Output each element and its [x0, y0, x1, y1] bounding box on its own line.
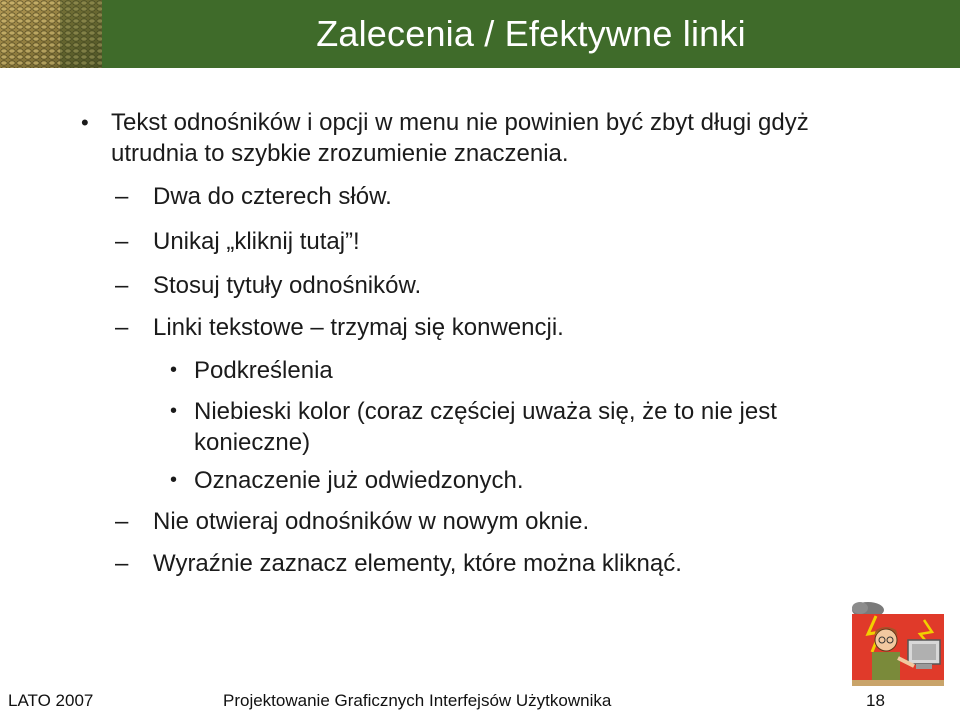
slide-header — [0, 0, 960, 68]
bullet-text: Niebieski kolor (coraz częściej uważa się, że to nie jest — [194, 398, 777, 425]
bullet-text: Linki tekstowe – trzymaj się konwencji. — [153, 314, 564, 341]
dash-marker: – — [115, 508, 129, 535]
footer-course-title: Projektowanie Graficznych Interfejsów Użytkownika — [223, 691, 612, 710]
dash-marker: – — [115, 183, 129, 210]
bullet-text: Tekst odnośników i opcji w menu nie powinien być zbyt długi gdyż — [111, 109, 809, 136]
list-item — [170, 355, 333, 386]
list-item — [115, 312, 564, 343]
list-item — [115, 506, 590, 537]
list-item — [81, 107, 809, 169]
page-number: 18 — [866, 691, 885, 710]
bullet-text: Podkreślenia — [194, 357, 333, 384]
list-item — [115, 226, 360, 257]
list-item — [115, 548, 682, 579]
dash-marker: – — [115, 228, 129, 255]
bullet-marker: • — [170, 400, 178, 422]
bullet-text: Dwa do czterech słów. — [153, 183, 392, 210]
dash-marker: – — [115, 550, 129, 577]
footer-date: LATO 2007 — [8, 691, 94, 710]
bullet-text: Stosuj tytuły odnośników. — [153, 272, 422, 299]
bullet-text: utrudnia to szybkie zrozumienie znaczenia. — [111, 140, 569, 167]
bullet-text: Wyraźnie zaznacz elementy, które można kliknąć. — [153, 550, 682, 577]
bullet-text: Unikaj „kliknij tutaj”! — [153, 228, 360, 255]
bullet-marker: • — [81, 110, 89, 135]
frustrated-computer-user-icon — [846, 600, 946, 692]
list-item — [170, 396, 777, 458]
bullet-marker: • — [170, 359, 178, 381]
list-item — [115, 181, 392, 212]
bullet-text: Oznaczenie już odwiedzonych. — [194, 467, 524, 494]
bullet-marker: • — [170, 469, 178, 491]
list-item — [115, 270, 422, 301]
dash-marker: – — [115, 314, 129, 341]
list-item — [170, 465, 524, 496]
cobblestone-photo — [0, 0, 102, 68]
page-title: Zalecenia / Efektywne linki — [316, 13, 746, 54]
bullet-text: konieczne) — [194, 429, 311, 456]
bullet-text: Nie otwieraj odnośników w nowym oknie. — [153, 508, 590, 535]
dash-marker: – — [115, 272, 129, 299]
